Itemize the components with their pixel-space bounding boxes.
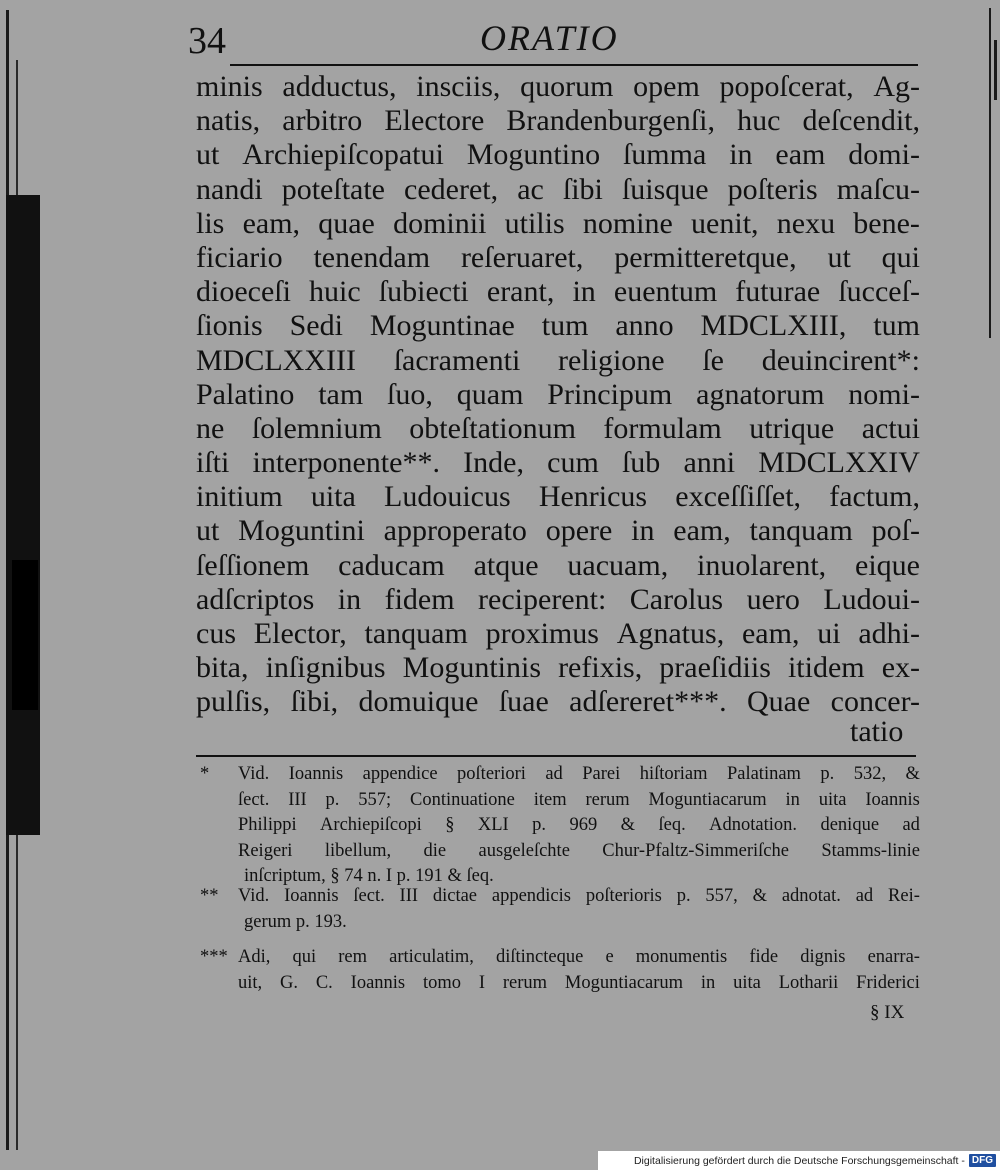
footnote-1 bbox=[200, 762, 920, 890]
dfg-logo: DFG bbox=[969, 1154, 996, 1167]
text-line: ut Archiepiſcopatui Moguntino ſumma in eam domi- bbox=[196, 138, 920, 172]
footnote-text: ſect. III p. 557; Continuatione item rerum Moguntiacarum in uita Ioannis bbox=[238, 789, 920, 810]
page-edge-right-mark bbox=[994, 40, 997, 100]
footnote-line bbox=[200, 788, 920, 814]
text-line: ficiario tenendam reſeruaret, permitteretque, ut qui bbox=[196, 240, 920, 274]
text-line: nandi poteſtate cederet, ac ſibi ſuisque poſteris maſcu- bbox=[196, 172, 920, 206]
footnote-line bbox=[200, 762, 920, 788]
text-line: lis eam, quae dominii utilis nomine uenit, nexu bene- bbox=[196, 206, 920, 240]
footnote-line bbox=[200, 945, 920, 971]
footnote-text: Adi, qui rem articulatim, diſtincteque e monumentis fide dignis enarra- bbox=[238, 947, 920, 967]
text-line: bita, inſignibus Moguntinis refixis, praeſidiis itidem ex- bbox=[196, 651, 920, 685]
footnote-mark: * bbox=[200, 764, 210, 784]
text-line: dioeceſi huic ſubiecti erant, in euentum futurae ſucceſ- bbox=[196, 275, 920, 309]
footnote-2 bbox=[200, 884, 920, 935]
body-text bbox=[196, 70, 920, 720]
page-number: 34 bbox=[188, 20, 226, 62]
footnote-text: Reigeri libellum, die ausgeleſchte Chur-Pfaltz-Simmeriſche Stamms-linie bbox=[238, 840, 920, 861]
text-line: Palatino tam ſuo, quam Principum agnatorum nomi- bbox=[196, 377, 920, 411]
text-line: ſeſſionem caducam atque uacuam, inuolarent, eique bbox=[196, 548, 920, 582]
section-mark: § IX bbox=[870, 1002, 905, 1023]
footnote-rule bbox=[196, 755, 916, 757]
text-line: MDCLXXIII ſacramenti religione ſe deuincirent*: bbox=[196, 343, 920, 377]
text-line: iſti interponente**. Inde, cum ſub anni MDCLXXIV bbox=[196, 446, 920, 480]
footnote-text: Philippi Archiepiſcopi § XLI p. 969 & ſeq. Adnotation. denique ad bbox=[238, 815, 920, 835]
binding-shadow bbox=[6, 195, 40, 835]
text-line: pulſis, ſibi, domuique ſuae adſereret***. Quae concer- bbox=[196, 685, 920, 719]
footnote-line bbox=[200, 813, 920, 839]
footnote-3 bbox=[200, 945, 920, 996]
footnote-text: Vid. Ioannis appendice poſteriori ad Parei hiſtoriam Palatinam p. 532, & bbox=[238, 764, 920, 784]
text-line: initium uita Ludouicus Henricus exceſſiſſet, factum, bbox=[196, 480, 920, 514]
footnote-mark: ** bbox=[200, 886, 219, 906]
footnote-line bbox=[200, 884, 920, 910]
footnote-text: Vid. Ioannis ſect. III dictae appendicis poſterioris p. 557, & adnotat. ad Rei- bbox=[238, 886, 920, 906]
footnote-text: inſcriptum, § 74 n. I p. 191 & ſeq. bbox=[244, 866, 494, 886]
footnote-line bbox=[200, 971, 920, 997]
footnote-line bbox=[200, 910, 920, 936]
catchword: tatio bbox=[850, 715, 904, 748]
footnote-mark: *** bbox=[200, 947, 228, 967]
footnote-text: uit, G. C. Ioannis tomo I rerum Moguntiacarum in uita Lotharii Friderici bbox=[238, 972, 920, 993]
credit-text: Digitalisierung gefördert durch die Deutsche Forschungsgemeinschaft - bbox=[633, 1154, 965, 1167]
text-line: minis adductus, insciis, quorum opem popoſcerat, Ag- bbox=[196, 70, 920, 103]
digitization-credit bbox=[598, 1151, 1000, 1170]
footnote-text: gerum p. 193. bbox=[244, 911, 347, 932]
binding-shadow-dark bbox=[12, 560, 38, 710]
text-line: ſionis Sedi Moguntinae tum anno MDCLXIII, tum bbox=[196, 309, 920, 343]
text-line: natis, arbitro Electore Brandenburgenſi, huc deſcendit, bbox=[196, 104, 920, 138]
footnote-line bbox=[200, 839, 920, 865]
page-edge-right bbox=[989, 8, 991, 338]
header-rule bbox=[230, 64, 918, 66]
text-line: adſcriptos in fidem reciperent: Carolus uero Ludoui- bbox=[196, 582, 920, 616]
text-line: cus Elector, tanquam proximus Agnatus, eam, ui adhi- bbox=[196, 617, 920, 650]
text-line: ut Moguntini approperato opere in eam, tanquam poſ- bbox=[196, 514, 920, 548]
text-line: ne ſolemnium obteſtationum formulam utrique actui bbox=[196, 411, 920, 445]
running-title: ORATIO bbox=[480, 18, 619, 58]
